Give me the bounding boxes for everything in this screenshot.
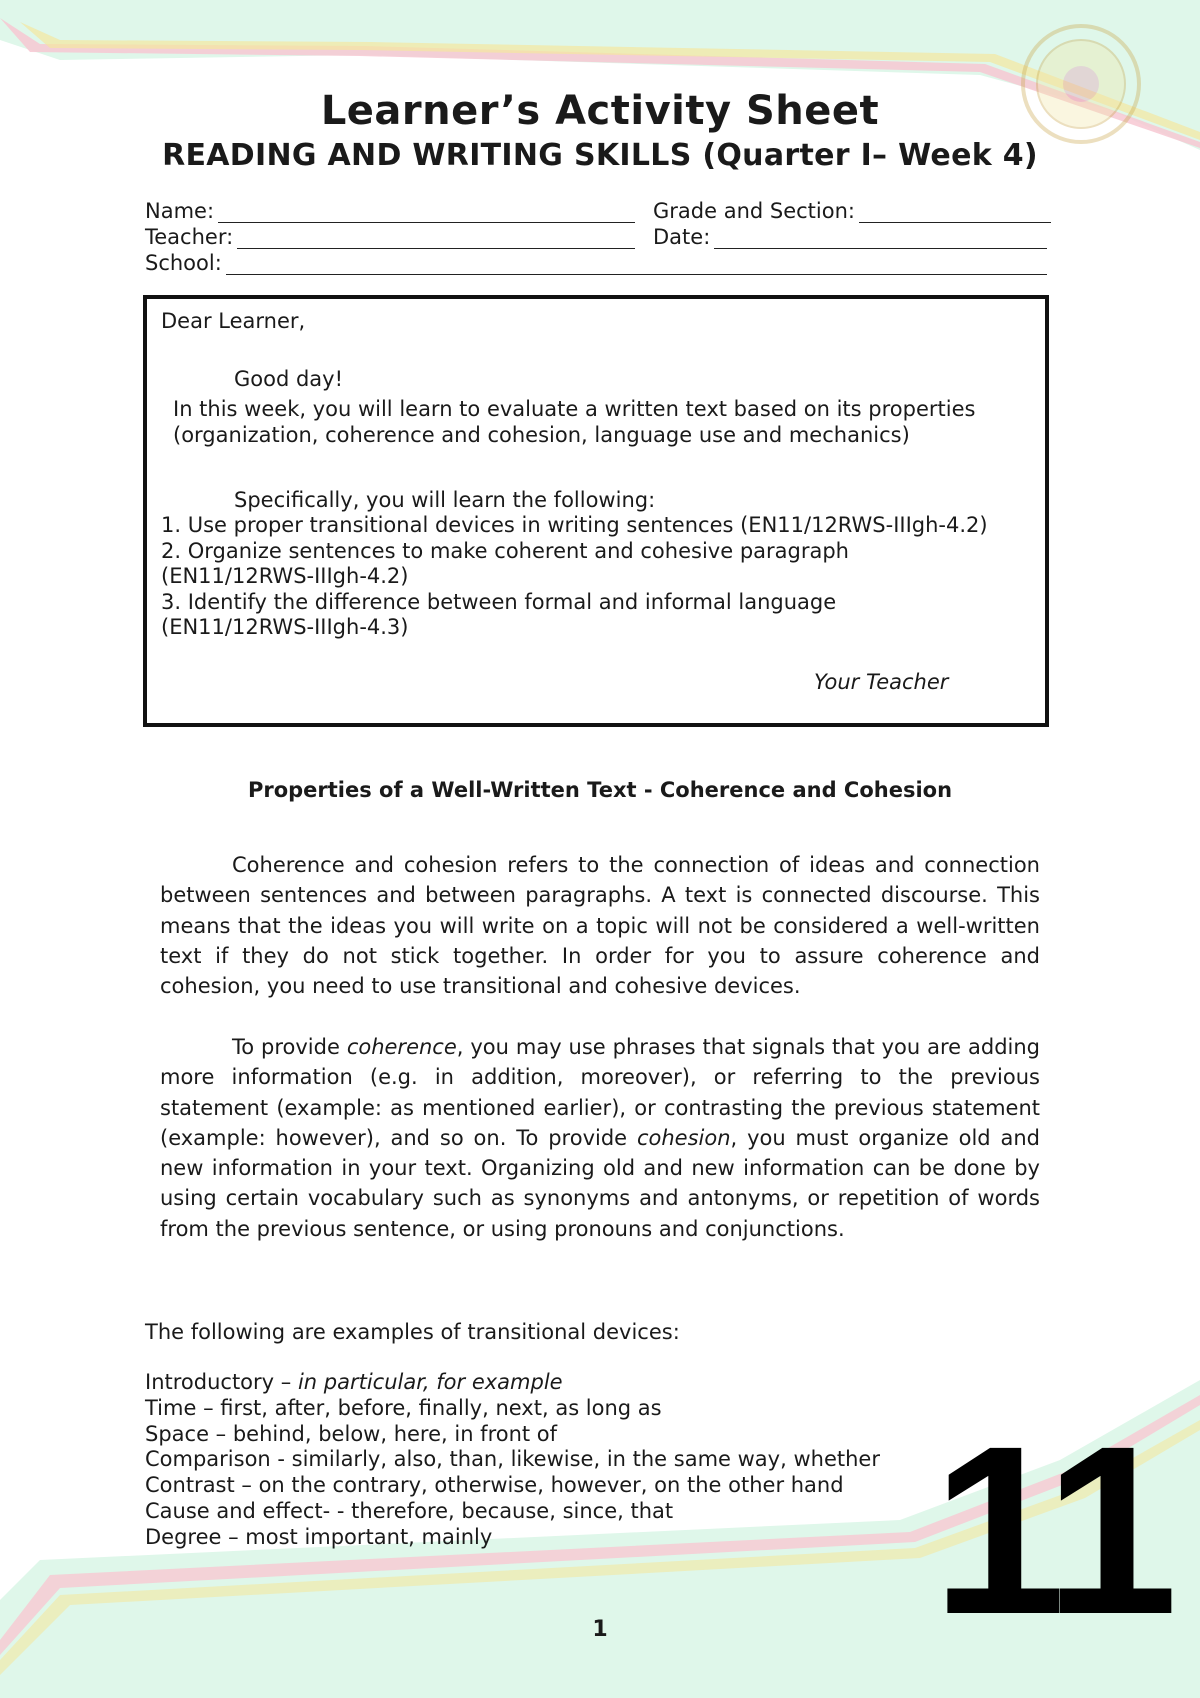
list-item: Comparison - similarly, also, than, likewise, in the same way, whether: [145, 1447, 880, 1472]
school-label: School:: [145, 251, 222, 275]
letter-intro-line-2: (organization, coherence and cohesion, language use and mechanics): [173, 423, 910, 447]
school-blank: [226, 252, 1047, 275]
transitional-devices-list: [145, 1370, 880, 1551]
letter-intro-line-1: In this week, you will learn to evaluate a written text based on its properties: [173, 397, 976, 421]
list-item: Degree – most important, mainly: [145, 1524, 493, 1549]
section-heading: Properties of a Well-Written Text - Coherence and Cohesion: [247, 778, 953, 802]
para2-text-c: , you must organize old and new information in your text. Organizing old and new information can be done by using certain vocabulary such as synonyms and antonyms, or repetition of words from the previous sentence, or using pronouns and conjunctions.: [160, 1125, 1041, 1241]
list-item: Time – first, after, before, finally, next, as long as: [145, 1395, 662, 1420]
dear-learner-letter-box: [143, 295, 1049, 727]
name-field: [145, 195, 635, 223]
introductory-items: in particular, for example: [297, 1370, 563, 1394]
sheet-subtitle: READING AND WRITING SKILLS (Quarter I– Week 4): [162, 138, 1038, 173]
para2-text-a: To provide: [232, 1035, 347, 1059]
letter-salutation: Dear Learner,: [161, 309, 306, 333]
objective-3-line-2: (EN11/12RWS-IIIgh-4.3): [161, 615, 409, 639]
paragraph-coherence-cohesion: [160, 1032, 1040, 1244]
letter-greeting: Good day!: [234, 367, 344, 391]
objective-2-line-1: 2. Organize sentences to make coherent and cohesive paragraph: [161, 539, 849, 563]
date-blank: [714, 226, 1047, 249]
list-item: Space – behind, below, here, in front of: [145, 1421, 558, 1446]
date-field: [653, 221, 1047, 249]
name-blank: [218, 200, 635, 223]
sheet-title: Learner’s Activity Sheet: [320, 88, 880, 134]
teacher-label: Teacher:: [145, 225, 234, 249]
paragraph-coherence-intro: Coherence and cohesion refers to the connection of ideas and connection between sentences and between paragraphs. A text is connected discourse. This means that the ideas you will write on a topic will not be considered a well-written text if they do not stick together. In order for you to assure coherence and cohesion, you need to use transitional and cohesive devices.: [160, 853, 1040, 999]
school-field: [145, 247, 1047, 275]
date-label: Date:: [653, 225, 711, 249]
examples-intro: The following are examples of transitional devices:: [145, 1320, 680, 1344]
list-item: [145, 1370, 880, 1396]
introductory-label: Introductory –: [145, 1370, 298, 1394]
teacher-field: [145, 221, 635, 249]
list-item: Cause and effect- - therefore, because, since, that: [145, 1498, 674, 1523]
name-label: Name:: [145, 199, 215, 223]
letter-specifically: Specifically, you will learn the following:: [234, 488, 656, 512]
objective-3-line-1: 3. Identify the difference between formal and informal language: [161, 590, 837, 614]
objective-1: 1. Use proper transitional devices in writing sentences (EN11/12RWS-IIIgh-4.2): [161, 513, 988, 537]
grade-section-blank: [859, 200, 1051, 223]
letter-signature: Your Teacher: [814, 670, 949, 694]
page-number: 1: [592, 1617, 608, 1642]
teacher-blank: [237, 226, 635, 249]
para2-emphasis-coherence: coherence: [346, 1035, 457, 1059]
para2-emphasis-cohesion: cohesion: [636, 1125, 731, 1150]
objective-2-line-2: (EN11/12RWS-IIIgh-4.2): [161, 564, 409, 588]
grade-number-badge: 11: [932, 1396, 1170, 1664]
list-item: Contrast – on the contrary, otherwise, however, on the other hand: [145, 1473, 844, 1498]
grade-section-label: Grade and Section:: [653, 199, 855, 223]
para2-text-b: , you may use phrases that signals that you are adding more information (e.g. in addition, moreover), or referring to the previous statement (example: as mentioned earlier), or contrasting the previous statement (example: however), and so on. To provide: [160, 1035, 1040, 1150]
grade-section-field: [653, 195, 1051, 223]
